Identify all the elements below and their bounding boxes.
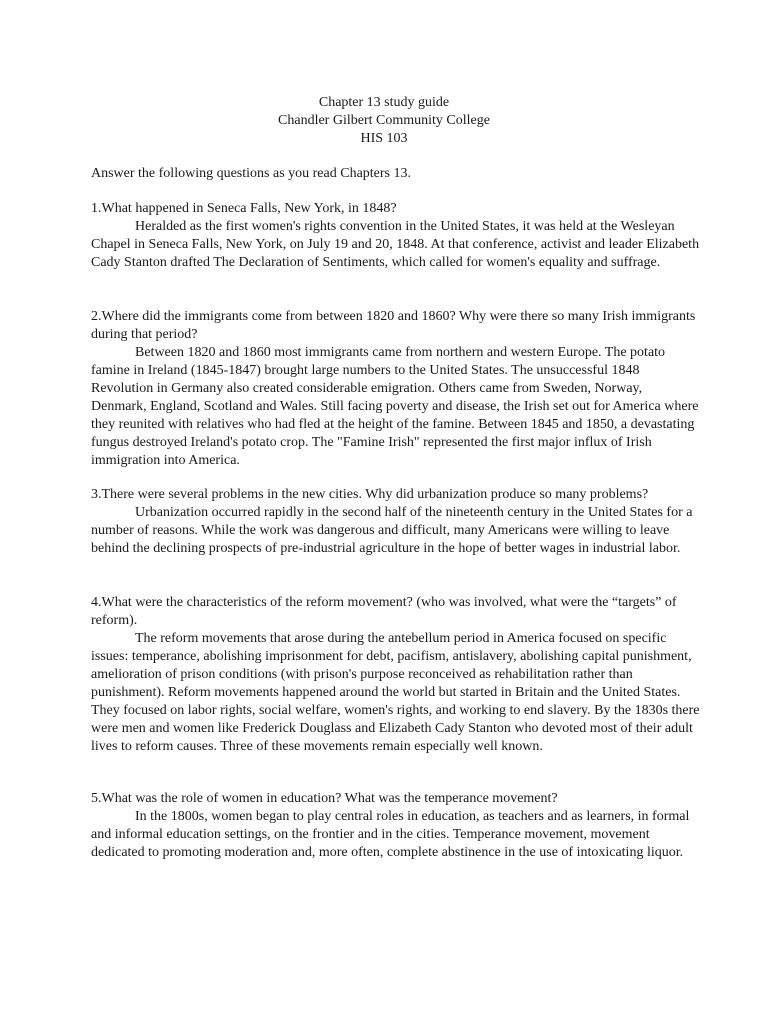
question-block-5 bbox=[91, 790, 701, 862]
answer-text: The reform movements that arose during the antebellum period in America focused on specific issues: temperance, abolishing imprisonment for debt, pacifism, antislavery, abolishing capital punishment, amelioration of prison conditions (with prison's purpose reconceived as rehabilitation rather than punishment). Reform movements happened around the world but started in Britain and the United States. They focused on labor rights, social welfare, women's rights, and working to end slavery. By the 1830s there were men and women like Frederick Douglass and Elizabeth Cady Stanton who devoted most of their adult lives to reform causes. Three of these movements remain especially well known. bbox=[91, 631, 700, 754]
question-block-3 bbox=[91, 486, 701, 558]
question-block-1 bbox=[91, 200, 701, 272]
answer-text: Heralded as the first women's rights convention in the United States, it was held at the Wesleyan Chapel in Seneca Falls, New York, on July 19 and 20, 1848. At that conference, activist and leader Elizabeth Cady Stanton drafted The Declaration of Sentiments, which called for women's equality and suffrage. bbox=[91, 219, 700, 270]
instructions: Answer the following questions as you read Chapters 13. bbox=[91, 166, 411, 181]
document-title: Chapter 13 study guide bbox=[318, 95, 450, 110]
answer-text: Between 1820 and 1860 most immigrants came from northern and western Europe. The potato famine in Ireland (1845-1847) brought large numbers to the United States. The unsuccessful 1848 Revolution in Germany also created considerable emigration. Others came from Sweden, Norway, Denmark, England, Scotland and Wales. Still facing poverty and disease, the Irish set out for America where they reunited with relatives who had fled at the height of the famine. Between 1845 and 1850, a devastating fungus destroyed Ireland's potato crop. The "Famine Irish" represented the first major influx of Irish immigration into America. bbox=[91, 345, 699, 468]
answer-text: In the 1800s, women began to play central roles in education, as teachers and as learners, in formal and informal education settings, on the frontier and in the cities. Temperance movement, movement dedicated to promoting moderation and, more often, complete abstinence in the use of intoxicating liquor. bbox=[91, 809, 690, 860]
document-header bbox=[0, 94, 768, 148]
question-text: 5.What was the role of women in education? What was the temperance movement? bbox=[91, 791, 558, 806]
course-code: HIS 103 bbox=[360, 131, 408, 146]
answer-text: Urbanization occurred rapidly in the second half of the nineteenth century in the United States for a number of reasons. While the work was dangerous and difficult, many Americans were willing to leave behind the declining prospects of pre-industrial agriculture in the hope of better wages in industrial labor. bbox=[91, 505, 693, 556]
question-text: 3.There were several problems in the new cities. Why did urbanization produce so many problems? bbox=[91, 487, 649, 502]
question-text: 4.What were the characteristics of the reform movement? (who was involved, what were the “targets” of reform). bbox=[91, 595, 677, 628]
question-text: 2.Where did the immigrants come from between 1820 and 1860? Why were there so many Irish immigrants during that period? bbox=[91, 309, 696, 342]
question-text: 1.What happened in Seneca Falls, New York, in 1848? bbox=[91, 201, 397, 216]
question-block-2 bbox=[91, 308, 701, 470]
question-block-4 bbox=[91, 594, 701, 756]
college-name: Chandler Gilbert Community College bbox=[278, 113, 490, 128]
